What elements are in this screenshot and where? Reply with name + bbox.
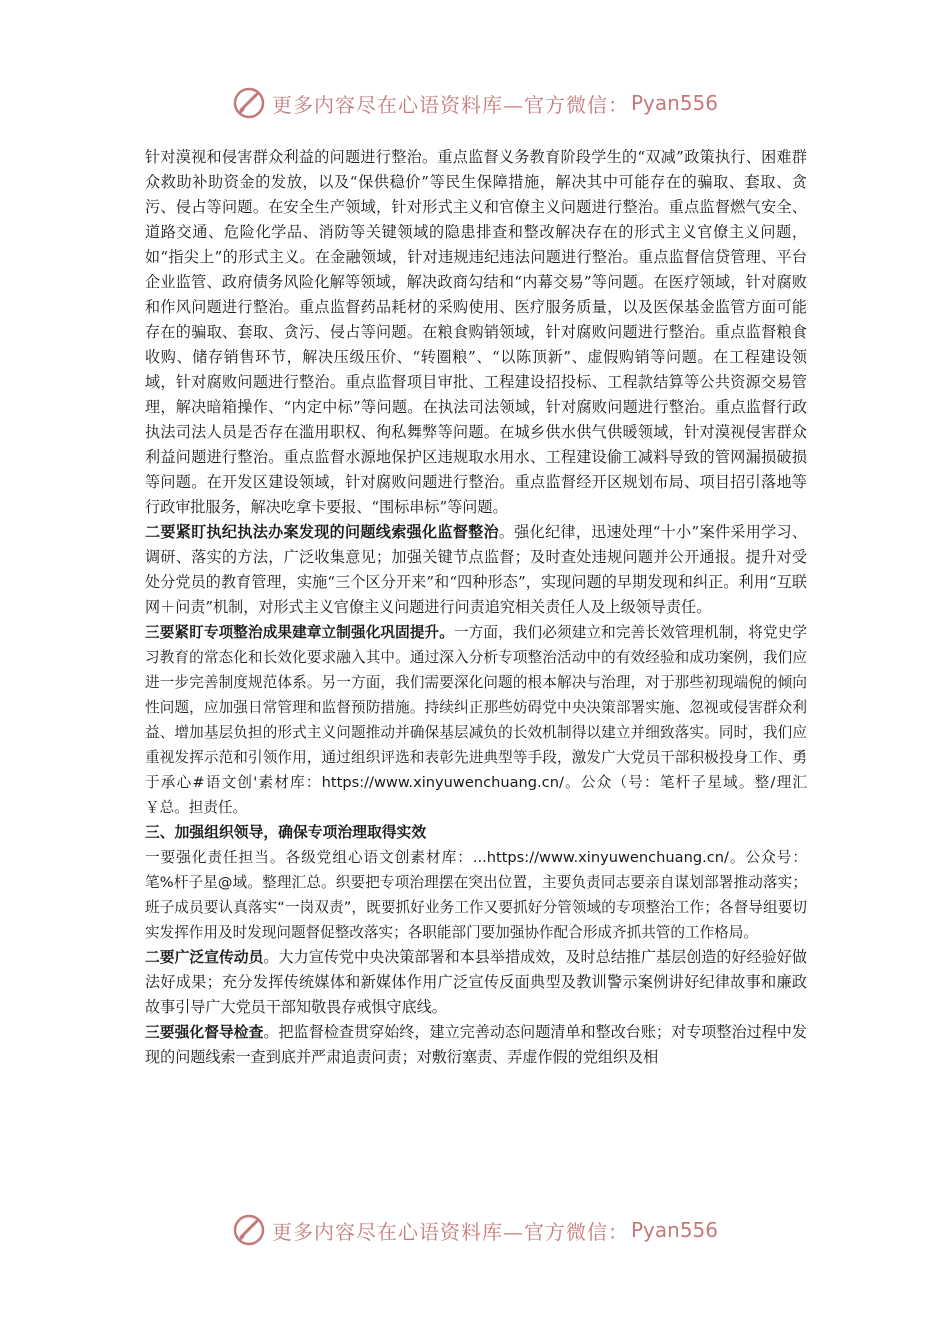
header-watermark xyxy=(0,83,950,123)
section-heading-text: 三、加强组织领导，确保专项治理取得实效 xyxy=(145,824,427,841)
brush-logo-icon xyxy=(232,86,266,120)
paragraph-lead: 二要紧盯执纪执法办案发现的问题线索强化监督整治 xyxy=(145,523,499,541)
watermark-text: 更多内容尽在心语资料库—官方微信： xyxy=(271,1219,629,1244)
document-body xyxy=(145,145,807,1070)
paragraph-text: 。强化纪律，迅速处理“十小”案件采用学习、调研、落实的方法，广泛收集意见；加强关键节点监督；及时查处违规问题并公开通报。提升对受处分党员的教育管理，实施“三个区分开来”和“四种形态”，实现问题的早期发现和纠正。利用“互联网＋问责”机制，对形式主义官僚主义问题进行问责追究相关责任人及上级领导责任。 xyxy=(145,523,807,616)
paragraph-text: 。大力宣传党中央决策部署和本县举措成效，及时总结推广基层创造的好经验好做法好成果；充分发挥传统媒体和新媒体作用广泛宣传反面典型及教训警示案例讲好纪律故事和廉政故事引导广大党员干部知敬畏存戒惧守底线。 xyxy=(145,948,807,1016)
watermark-text: 更多内容尽在心语资料库—官方微信： xyxy=(271,92,629,117)
paragraph xyxy=(145,620,807,820)
paragraph-lead: 一要强化责任担当。 xyxy=(145,849,286,866)
paragraph-text: 各级党组心语文创素材库：...https://www.xinyuwenchuang.cn/。公众号：笔%杆子星@域。整理汇总。织要把专项治理摆在突出位置，主要负责同志要亲自谋划部署推动落实；班子成员要认真落实“一岗双责”，既要抓好业务工作又要抓好分管领域的专项整治工作；各督导组要切实发挥作用及时发现问题督促整改落实；各职能部门要加强协作配合形成齐抓共管的工作格局。 xyxy=(145,849,807,941)
paragraph xyxy=(145,145,807,520)
paragraph-lead: 三要紧盯专项整治成果建章立制强化巩固提升。 xyxy=(145,624,454,641)
paragraph xyxy=(145,845,807,945)
paragraph-text: 。把监督检查贯穿始终，建立完善动态问题清单和整改台账；对专项整治过程中发现的问题线索一查到底并严肃追责问责；对敷衍塞责、弄虚作假的党组织及相 xyxy=(145,1023,807,1066)
paragraph-text: 针对漠视和侵害群众利益的问题进行整治。重点监督义务教育阶段学生的“双减”政策执行、困难群众救助补助资金的发放，以及“保供稳价”等民生保障措施，解决其中可能存在的骗取、套取、贪污、侵占等问题。在安全生产领域，针对形式主义和官僚主义问题进行整治。重点监督燃气安全、道路交通、危险化学品、消防等关键领域的隐患排查和整改解决存在的形式主义官僚主义问题，如“指尖上”的形式主义。在金融领域，针对违规违纪违法问题进行整治。重点监督信贷管理、平台企业监管、政府债务风险化解等领域，解决政商勾结和“内幕交易”等问题。在医疗领域，针对腐败和作风问题进行整治。重点监督药品耗材的采购使用、医疗服务质量，以及医保基金监管方面可能存在的骗取、套取、贪污、侵占等问题。在粮食购销领域，针对腐败问题进行整治。重点监督粮食收购、储存销售环节，解决压级压价、“转圈粮”、“以陈顶新”、虚假购销等问题。在工程建设领域，针对腐败问题进行整治。重点监督项目审批、工程建设招投标、工程款结算等公共资源交易管理，解决暗箱操作、“内定中标”等问题。在执法司法领域，针对腐败问题进行整治。重点监督行政执法司法人员是否存在滥用职权、徇私舞弊等问题。在城乡供水供气供暖领域，针对漠视侵害群众利益问题进行整治。重点监督水源地保护区违规取水用水、工程建设偷工减料导致的管网漏损破损等问题。在开发区建设领域，针对腐败问题进行整治。重点监督经开区规划布局、项目招引落地等行政审批服务，解决吃拿卡要报、“围标串标”等问题。 xyxy=(145,148,807,516)
paragraph xyxy=(145,520,807,620)
paragraph-lead: 二要广泛宣传动员 xyxy=(145,949,264,966)
paragraph xyxy=(145,945,807,1020)
watermark-handle: Pyan556 xyxy=(630,91,718,115)
footer-watermark xyxy=(0,1210,950,1250)
watermark-handle: Pyan556 xyxy=(630,1218,718,1242)
paragraph xyxy=(145,1020,807,1070)
brush-logo-icon xyxy=(232,1213,266,1247)
paragraph-text: 一方面，我们必须建立和完善长效管理机制，将党史学习教育的常态化和长效化要求融入其中。通过深入分析专项整治活动中的有效经验和成功案例，我们应进一步完善制度规范体系。另一方面，我们需要深化问题的根本解决与治理，对于那些初现端倪的倾向性问题，应加强日常管理和监督预防措施。持续纠正那些妨碍党中央决策部署实施、忽视或侵害群众利益、增加基层负担的形式主义问题推动并确保基层减负的长效机制得以建立并细致落实。同时，我们应重视发挥示范和引领作用，通过组织评选和表彰先进典型等手段，激发广大党员干部积极投身工作、勇于承心#语文创'素材库：https://www.xinyuwenchuang.cn/。公众（号：笔杆子星域。整/理汇￥总。担责任。 xyxy=(145,624,807,816)
paragraph-lead: 三要强化督导检查 xyxy=(145,1024,264,1041)
section-heading xyxy=(145,820,807,845)
